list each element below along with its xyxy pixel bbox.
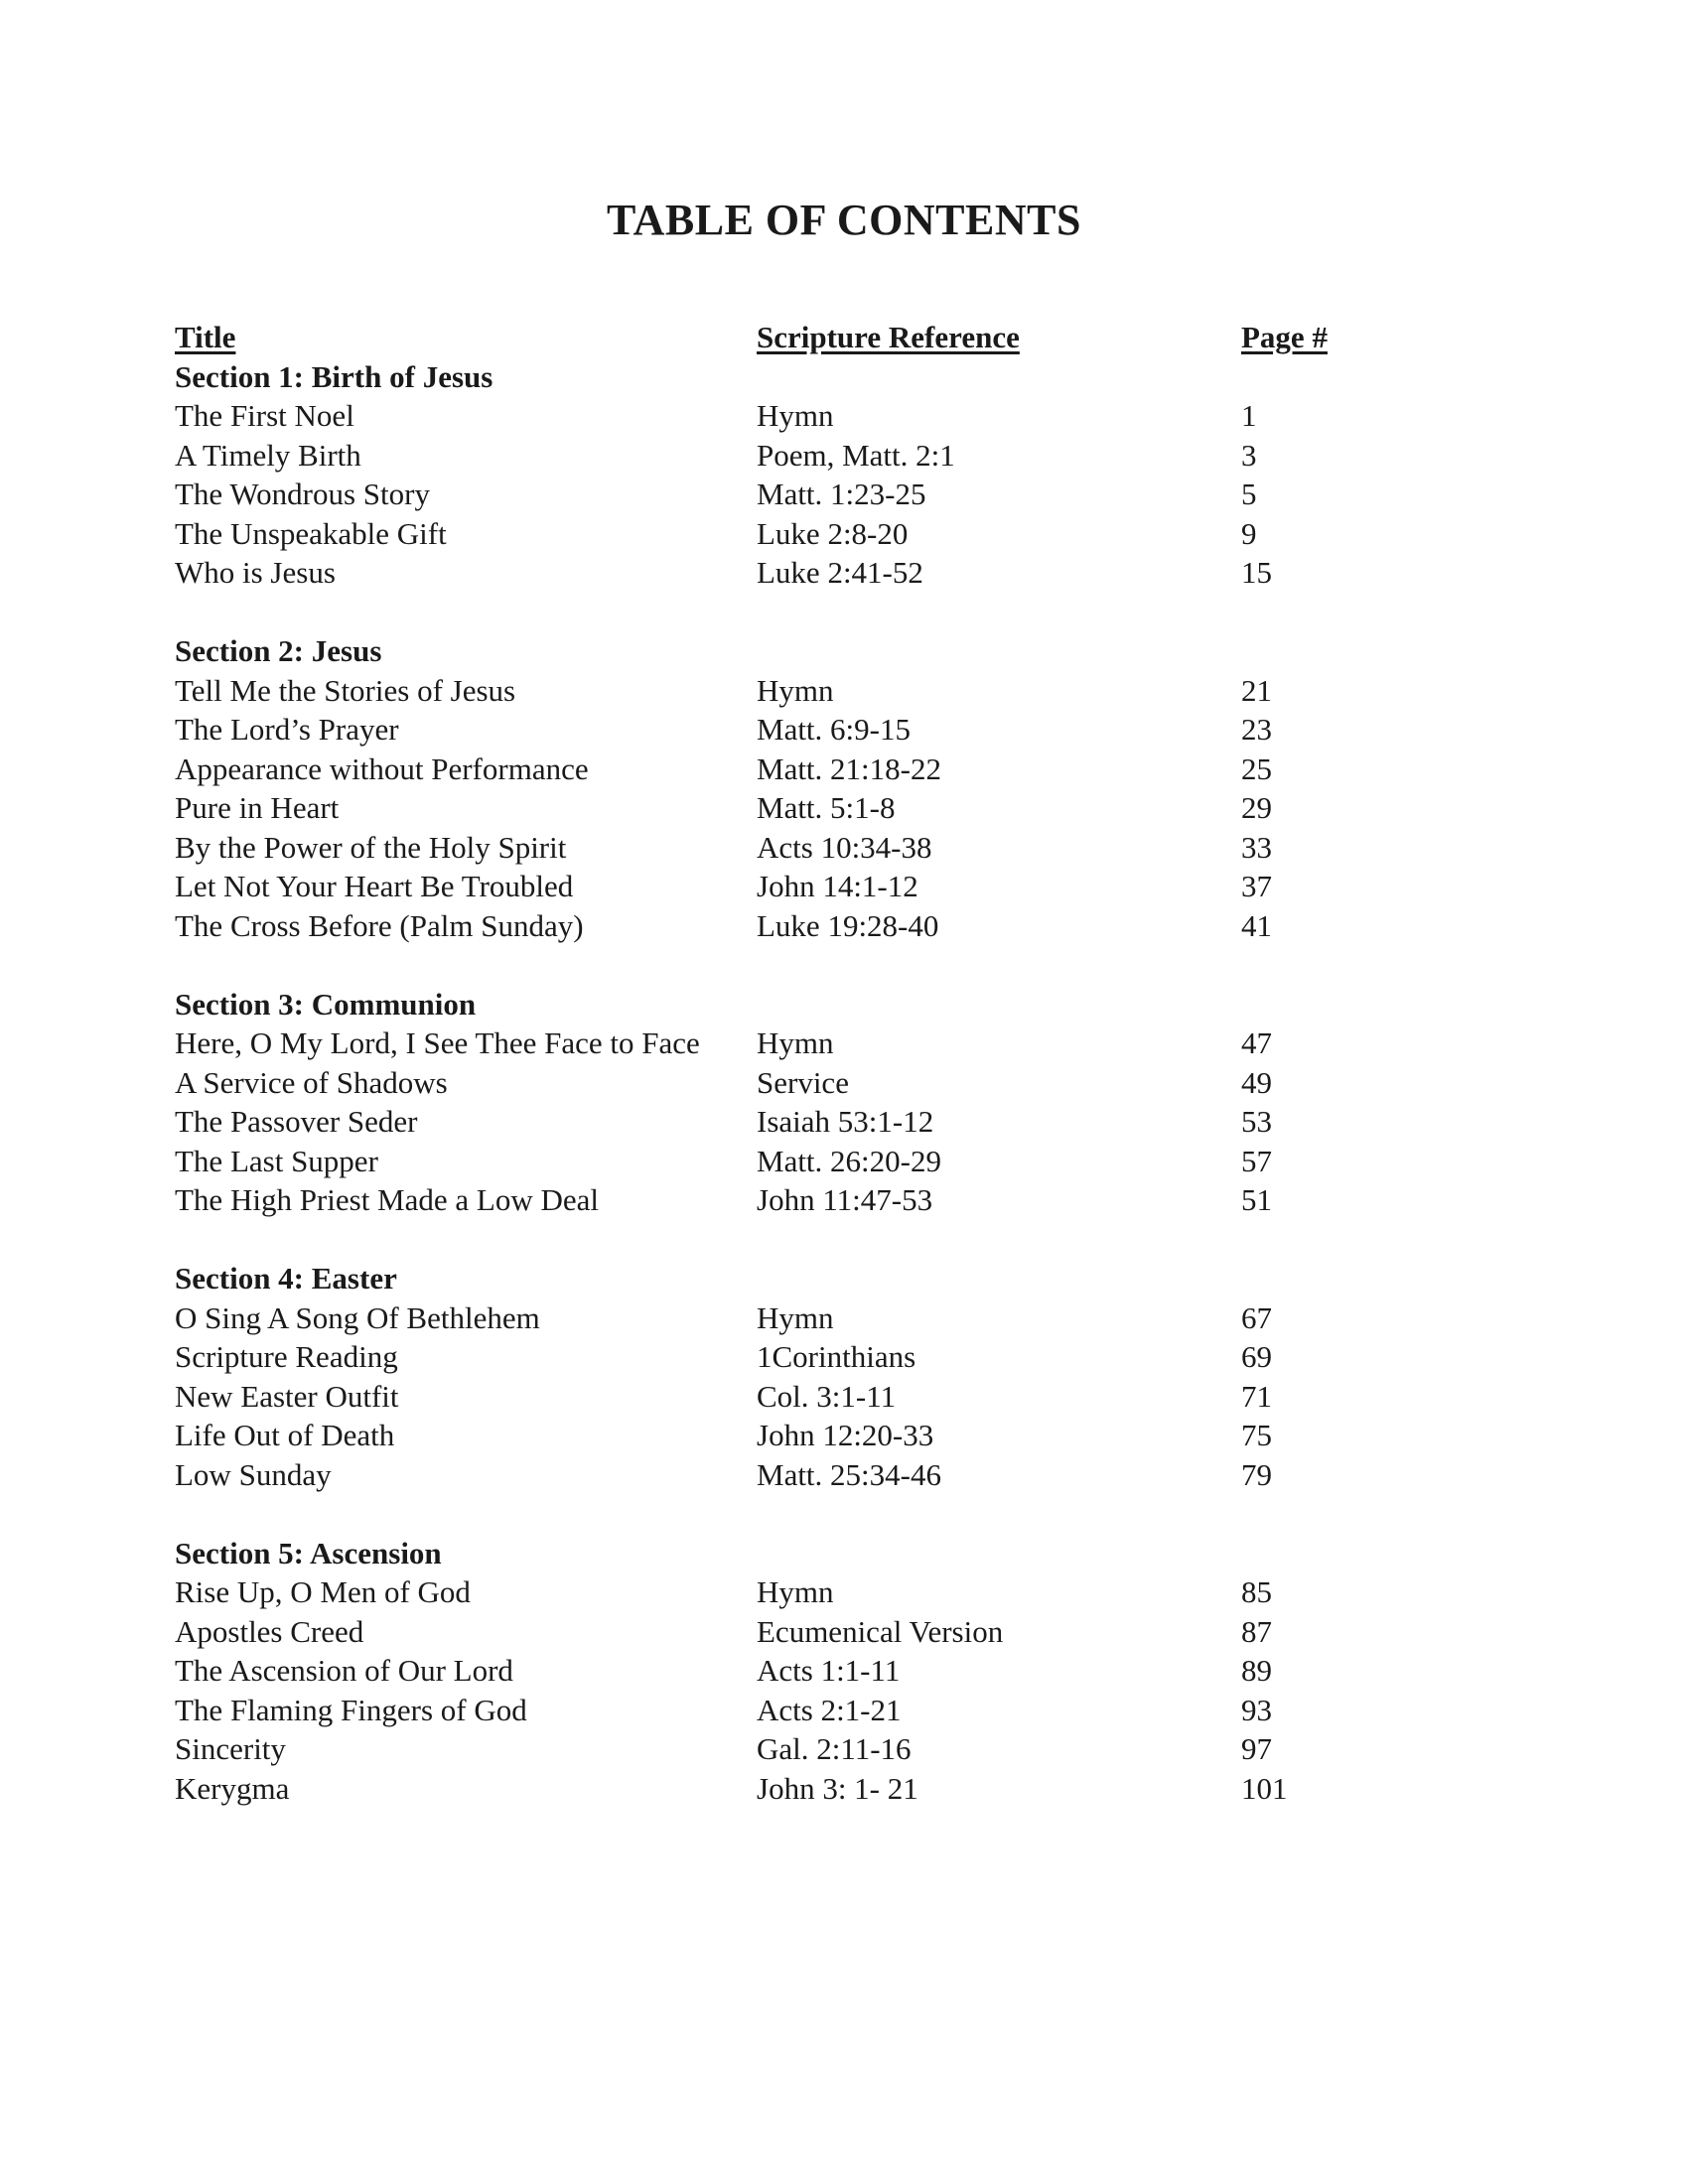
entry-reference: Luke 2:41-52 xyxy=(757,555,923,590)
toc-body xyxy=(175,357,1366,1809)
toc-entry-row xyxy=(175,788,1366,828)
entry-page-number: 89 xyxy=(1241,1653,1272,1688)
toc-entry-row xyxy=(175,750,1366,789)
entry-title: Sincerity xyxy=(175,1731,286,1766)
entry-page-number: 87 xyxy=(1241,1613,1272,1649)
section-spacer xyxy=(175,1220,1366,1260)
section-heading xyxy=(175,1534,1366,1573)
toc-entry-row xyxy=(175,1180,1366,1220)
entry-title: The Lord’s Prayer xyxy=(175,712,399,747)
toc-entry-row xyxy=(175,1024,1366,1063)
entry-reference: Matt. 6:9-15 xyxy=(757,712,911,747)
section-spacer xyxy=(175,945,1366,985)
entry-reference: Matt. 26:20-29 xyxy=(757,1143,941,1178)
entry-reference: Poem, Matt. 2:1 xyxy=(757,437,955,473)
entry-title: A Timely Birth xyxy=(175,437,361,473)
entry-page-number: 5 xyxy=(1241,477,1257,511)
entry-page-number: 33 xyxy=(1241,829,1272,865)
section-heading-label: Section 1: Birth of Jesus xyxy=(175,358,493,394)
entry-title: The First Noel xyxy=(175,398,354,433)
toc-entry-row xyxy=(175,1612,1366,1652)
entry-title: New Easter Outfit xyxy=(175,1378,399,1414)
entry-page-number: 85 xyxy=(1241,1574,1272,1609)
entry-reference: Isaiah 53:1-12 xyxy=(757,1104,934,1139)
entry-title: The High Priest Made a Low Deal xyxy=(175,1182,599,1217)
entry-page-number: 37 xyxy=(1241,869,1272,903)
entry-reference: Acts 1:1-11 xyxy=(757,1653,901,1688)
entry-page-number: 79 xyxy=(1241,1456,1272,1492)
entry-title: Apostles Creed xyxy=(175,1613,364,1649)
toc-entry-row xyxy=(175,1455,1366,1495)
entry-page-number: 101 xyxy=(1241,1770,1288,1806)
entry-title: Scripture Reading xyxy=(175,1339,398,1374)
toc-entry-row xyxy=(175,1337,1366,1377)
toc-entry-row xyxy=(175,906,1366,946)
entry-reference: Hymn xyxy=(757,1299,834,1335)
toc-entry-row xyxy=(175,1142,1366,1181)
entry-page-number: 41 xyxy=(1241,907,1272,943)
entry-title: The Passover Seder xyxy=(175,1104,418,1139)
entry-page-number: 97 xyxy=(1241,1731,1272,1766)
entry-title: Here, O My Lord, I See Thee Face to Face xyxy=(175,1025,700,1060)
toc-entry-row xyxy=(175,553,1366,593)
table-of-contents xyxy=(175,318,1366,1808)
entry-reference: 1Corinthians xyxy=(757,1339,916,1374)
entry-reference: Hymn xyxy=(757,1574,834,1609)
entry-title: O Sing A Song Of Bethlehem xyxy=(175,1299,540,1335)
toc-entry-row xyxy=(175,475,1366,514)
entry-reference: Gal. 2:11-16 xyxy=(757,1731,912,1766)
entry-reference: Col. 3:1-11 xyxy=(757,1378,897,1414)
toc-entry-row xyxy=(175,710,1366,750)
entry-page-number: 67 xyxy=(1241,1299,1272,1335)
entry-reference: Matt. 5:1-8 xyxy=(757,790,896,825)
entry-reference: John 14:1-12 xyxy=(757,869,918,903)
entry-title: Kerygma xyxy=(175,1770,290,1806)
entry-page-number: 57 xyxy=(1241,1143,1272,1178)
entry-page-number: 3 xyxy=(1241,437,1257,473)
entry-page-number: 93 xyxy=(1241,1692,1272,1727)
entry-page-number: 49 xyxy=(1241,1064,1272,1100)
entry-reference: Luke 19:28-40 xyxy=(757,907,939,943)
section-heading xyxy=(175,631,1366,671)
entry-reference: John 3: 1- 21 xyxy=(757,1770,918,1806)
toc-entry-row xyxy=(175,867,1366,906)
entry-reference: Acts 2:1-21 xyxy=(757,1692,902,1727)
entry-title: Let Not Your Heart Be Troubled xyxy=(175,869,574,903)
section-heading-label: Section 2: Jesus xyxy=(175,633,382,668)
toc-entry-row xyxy=(175,514,1366,554)
entry-title: Life Out of Death xyxy=(175,1418,395,1452)
entry-title: Low Sunday xyxy=(175,1456,332,1492)
entry-title: Appearance without Performance xyxy=(175,751,589,786)
entry-page-number: 53 xyxy=(1241,1104,1272,1139)
toc-entry-row xyxy=(175,1729,1366,1769)
toc-entry-row xyxy=(175,1651,1366,1691)
entry-title: The Unspeakable Gift xyxy=(175,515,447,551)
toc-entry-row xyxy=(175,436,1366,476)
toc-entry-row xyxy=(175,396,1366,436)
toc-entry-row xyxy=(175,1102,1366,1142)
section-heading xyxy=(175,985,1366,1024)
section-spacer xyxy=(175,1494,1366,1534)
entry-page-number: 75 xyxy=(1241,1418,1272,1452)
entry-reference: Matt. 21:18-22 xyxy=(757,751,941,786)
entry-reference: Matt. 1:23-25 xyxy=(757,477,926,511)
toc-entry-row xyxy=(175,828,1366,868)
entry-page-number: 9 xyxy=(1241,515,1257,551)
entry-page-number: 29 xyxy=(1241,790,1272,825)
toc-header-row xyxy=(175,318,1366,357)
section-spacer xyxy=(175,593,1366,632)
toc-entry-row xyxy=(175,1769,1366,1809)
toc-entry-row xyxy=(175,671,1366,711)
entry-page-number: 47 xyxy=(1241,1025,1272,1060)
entry-reference: Hymn xyxy=(757,398,834,433)
entry-reference: Luke 2:8-20 xyxy=(757,515,909,551)
column-header-title: Title xyxy=(175,320,236,354)
toc-entry-row xyxy=(175,1063,1366,1103)
entry-page-number: 23 xyxy=(1241,712,1272,747)
column-header-reference: Scripture Reference xyxy=(757,320,1020,354)
entry-page-number: 71 xyxy=(1241,1378,1272,1414)
entry-title: The Cross Before (Palm Sunday) xyxy=(175,907,584,943)
entry-title: The Last Supper xyxy=(175,1143,378,1178)
toc-entry-row xyxy=(175,1691,1366,1730)
entry-title: The Wondrous Story xyxy=(175,477,430,511)
entry-page-number: 1 xyxy=(1241,398,1257,433)
entry-reference: Service xyxy=(757,1064,849,1100)
entry-reference: John 11:47-53 xyxy=(757,1182,933,1217)
entry-title: Rise Up, O Men of God xyxy=(175,1574,471,1609)
entry-title: The Ascension of Our Lord xyxy=(175,1653,513,1688)
entry-title: By the Power of the Holy Spirit xyxy=(175,829,567,865)
entry-page-number: 25 xyxy=(1241,751,1272,786)
entry-page-number: 51 xyxy=(1241,1182,1272,1217)
entry-page-number: 21 xyxy=(1241,672,1272,708)
column-header-page: Page # xyxy=(1241,320,1328,354)
section-heading-label: Section 3: Communion xyxy=(175,986,477,1022)
entry-reference: Matt. 25:34-46 xyxy=(757,1456,941,1492)
toc-entry-row xyxy=(175,1416,1366,1455)
entry-reference: Hymn xyxy=(757,1025,834,1060)
toc-entry-row xyxy=(175,1377,1366,1417)
section-heading xyxy=(175,357,1366,397)
entry-reference: Acts 10:34-38 xyxy=(757,829,932,865)
entry-page-number: 15 xyxy=(1241,555,1272,590)
entry-reference: Ecumenical Version xyxy=(757,1613,1004,1649)
entry-reference: John 12:20-33 xyxy=(757,1418,934,1452)
section-heading-label: Section 4: Easter xyxy=(175,1261,397,1296)
section-heading-label: Section 5: Ascension xyxy=(175,1535,442,1570)
toc-entry-row xyxy=(175,1572,1366,1612)
entry-page-number: 69 xyxy=(1241,1339,1272,1374)
entry-title: Who is Jesus xyxy=(175,555,336,590)
section-heading xyxy=(175,1259,1366,1298)
entry-title: Pure in Heart xyxy=(175,790,340,825)
entry-title: Tell Me the Stories of Jesus xyxy=(175,672,516,708)
page-title: TABLE OF CONTENTS xyxy=(607,196,1081,244)
entry-reference: Hymn xyxy=(757,672,834,708)
entry-title: A Service of Shadows xyxy=(175,1064,448,1100)
entry-title: The Flaming Fingers of God xyxy=(175,1692,527,1727)
toc-entry-row xyxy=(175,1298,1366,1338)
